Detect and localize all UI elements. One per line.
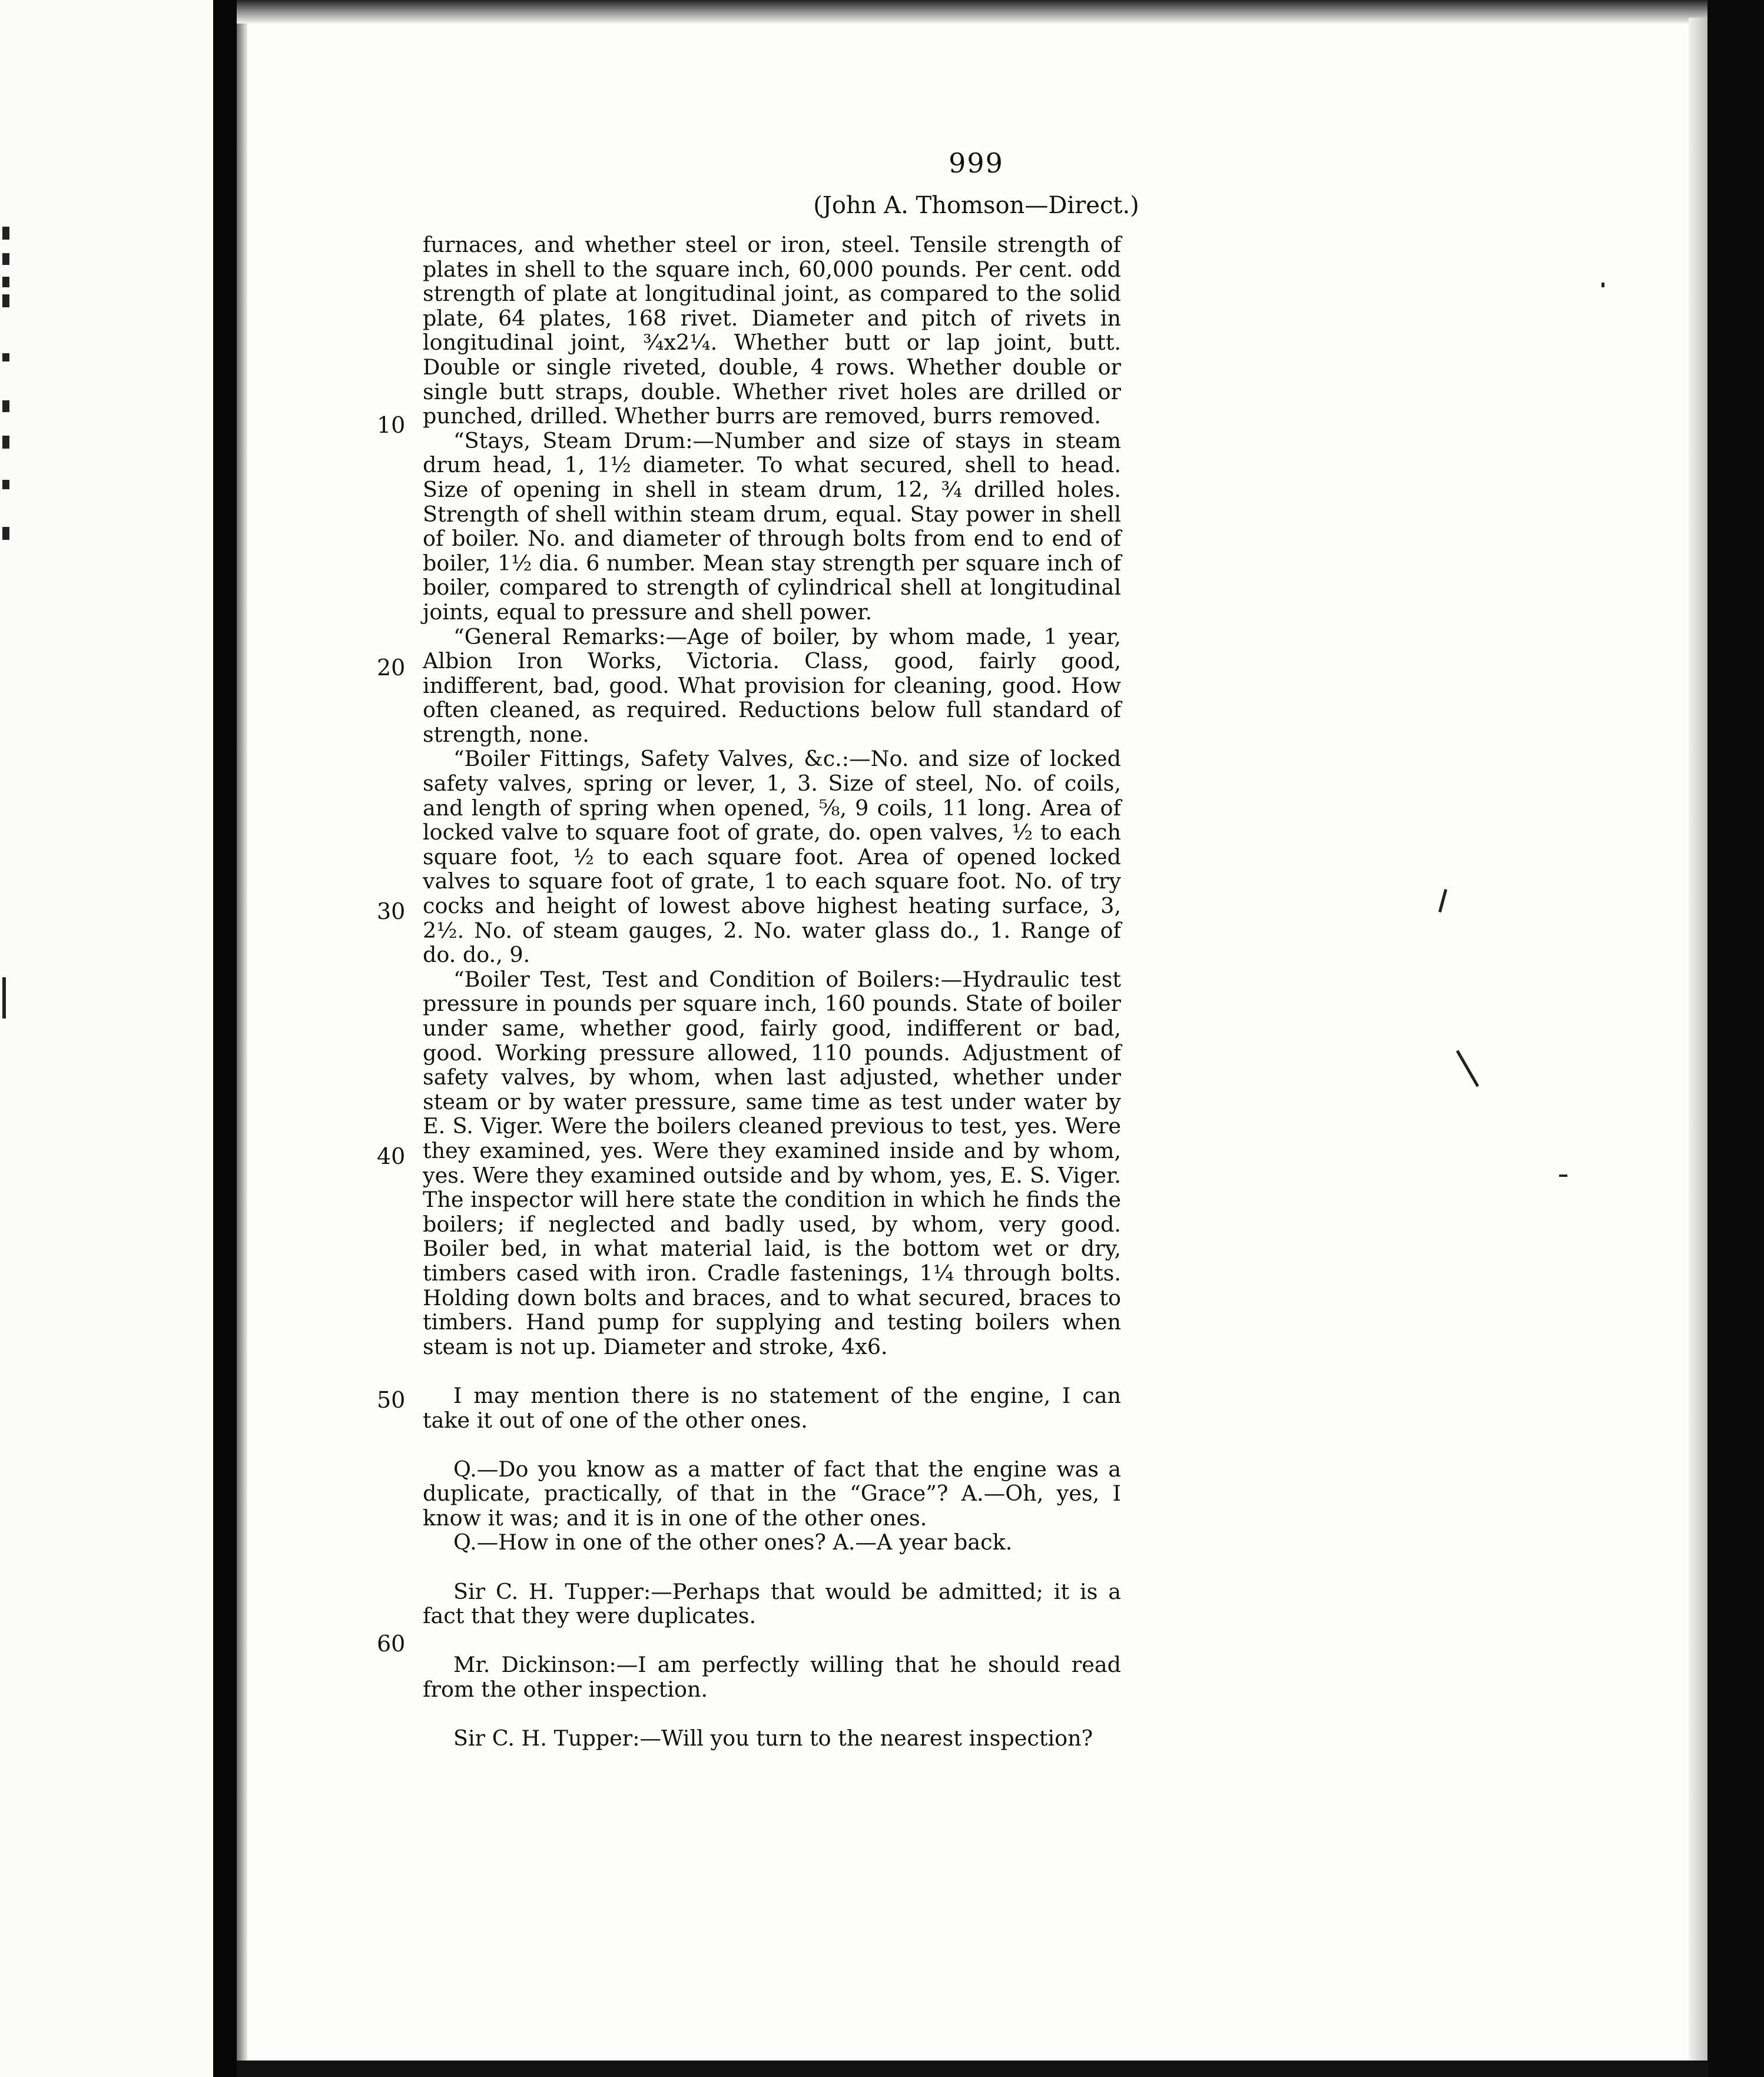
page-number: 999 — [949, 147, 1004, 179]
remark-tupper-admitted: Sir C. H. Tupper:—Perhaps that would be admitted; it is a fact that they were duplicates. — [423, 1578, 1121, 1629]
line-number: 20 — [377, 655, 406, 681]
line-number: 50 — [377, 1387, 406, 1413]
scan-border-right — [1707, 0, 1764, 2077]
scan-border-bottom — [237, 2061, 1709, 2077]
line-number: 60 — [377, 1631, 406, 1657]
book-spine-shadow — [213, 0, 237, 2077]
line-number: 30 — [377, 898, 406, 924]
book-gutter — [237, 0, 247, 2077]
remark-tupper-nearest-inspection: Sir C. H. Tupper:—Will you turn to the nearest inspection? — [453, 1726, 1093, 1751]
paragraph-boiler-fittings: “Boiler Fittings, Safety Valves, &c.:—No. and size of locked safety valves, spring or lever, 1, 3. Size of steel, No. of coils, and length of spring when opened, ⅝, 9 coils, 11 long. Area of locked valve to square foot of grate, do. open valves, ½ to each square foot, ½ to each square foot. Area of opened locked valves to square foot of grate, 1 to each square foot. No. of try cocks and height of lowest above highest heating surface, 3, 2½. No. of steam gauges, 2. No. water glass do., 1. Range of do. do., 9. — [423, 746, 1121, 968]
running-head: (John A. Thomson—Direct.) — [813, 192, 1139, 219]
scan-speck — [1601, 283, 1604, 287]
paragraph-boiler-test: “Boiler Test, Test and Condition of Boilers:—Hydraulic test pressure in pounds per square inch, 160 pounds. State of boiler under same, whether good, fairly good, indifferent or bad, good. Working pressure allowed, 110 pounds. Adjustment of safety valves, by whom, when last adjusted, whether under steam or by water pressure, same time as test under water by E. S. Viger. Were the boilers cleaned previous to test, yes. Were they examined, yes. Were they examined inside and by whom, yes. Were they examined outside and by whom, yes, E. S. Viger. The inspector will here state the condition in which he finds the boilers; if neglected and badly used, by whom, very good. Boiler bed, in what material laid, is the bottom wet or dry, timbers cased with iron. Cradle fastenings, 1¼ through bolts. Holding down bolts and braces, and to what secured, braces to timbers. Hand pump for supplying and testing boilers when steam is not up. Diameter and stroke, 4x6. — [423, 966, 1121, 1359]
paragraph-engine-statement: I may mention there is no statement of the engine, I can take it out of one of the other ones. — [423, 1382, 1121, 1433]
paragraph-general-remarks: “General Remarks:—Age of boiler, by whom made, 1 year, Albion Iron Works, Victoria. Class, good, fairly good, indifferent, bad, good. What provision for cleaning, good. How often cleaned, as required. Reductions below full standard of strength, none. — [423, 623, 1121, 747]
testimony-text — [423, 233, 1121, 1751]
page-top-edge — [237, 0, 1744, 24]
paragraph-furnaces: furnaces, and whether steel or iron, steel. Tensile strength of plates in shell to the square inch, 60,000 pounds. Per cent. odd strength of plate at longitudinal joint, as compared to the solid plate, 64 plates, 168 rivet. Diameter and pitch of rivets in longitudinal joint, ¾x2¼. Whether butt or lap joint, butt. Double or single riveted, double, 4 rows. Whether double or single butt straps, double. Whether rivet holes are drilled or punched, drilled. Whether burrs are removed, burrs removed. — [423, 232, 1121, 429]
question-other-ones: Q.—How in one of the other ones? A.—A year back. — [453, 1529, 1013, 1555]
scan-speck — [1438, 889, 1447, 913]
page-right-edge — [1689, 18, 1710, 2061]
line-number: 40 — [377, 1143, 406, 1169]
scan-speck — [1559, 1174, 1567, 1177]
line-number: 10 — [377, 412, 406, 438]
paragraph-stays-steam-drum: “Stays, Steam Drum:—Number and size of stays in steam drum head, 1, 1½ diameter. To what secured, shell to head. Size of opening in shell in steam drum, 12, ¾ drilled holes. Strength of shell within steam drum, equal. Stay power in shell of boiler. No. and diameter of through bolts from end to end of boiler, 1½ dia. 6 number. Mean stay strength per square inch of boiler, compared to strength of cylindrical shell at longitudinal joints, equal to pressure and shell power. — [423, 427, 1121, 625]
scan-speck — [1456, 1050, 1479, 1087]
remark-dickinson: Mr. Dickinson:—I am perfectly willing that he should read from the other inspection. — [423, 1652, 1121, 1703]
facing-page-margin — [0, 0, 212, 2077]
question-duplicate-engine: Q.—Do you know as a matter of fact that the engine was a duplicate, practically, of that in the “Grace”? A.—Oh, yes, I know it was; and it is in one of the other ones. — [423, 1456, 1121, 1531]
